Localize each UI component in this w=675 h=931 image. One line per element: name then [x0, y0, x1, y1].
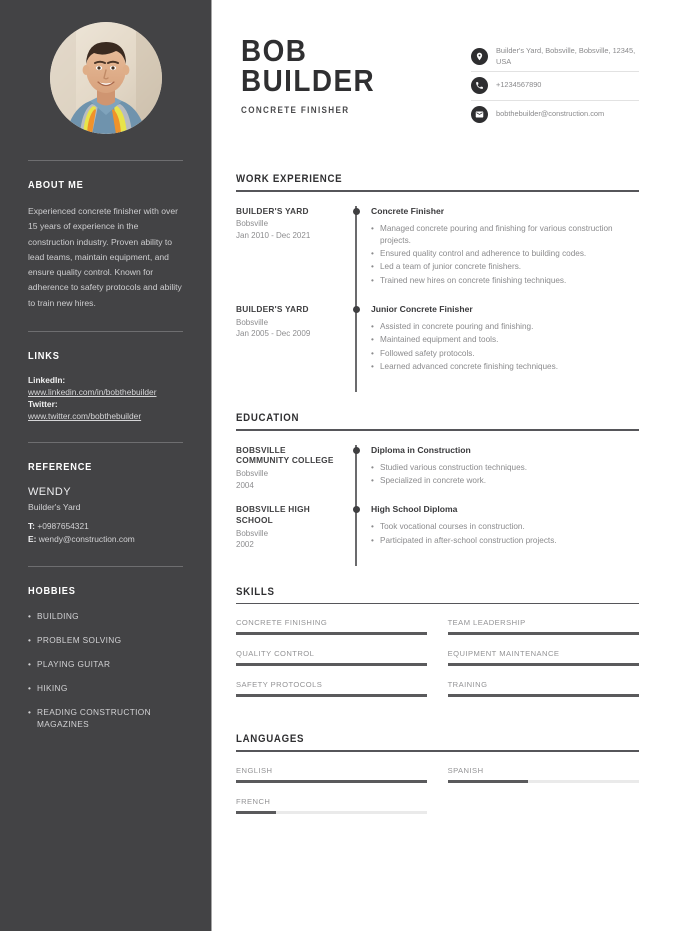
reference-phone-label: T: — [28, 521, 35, 532]
education-date: 2004 — [236, 480, 254, 490]
contact-email: bobthebuilder@construction.com — [496, 109, 605, 119]
divider — [28, 566, 183, 567]
timeline-line — [355, 445, 357, 507]
timeline-dot — [353, 208, 360, 215]
education-section — [236, 412, 639, 564]
work-role: Junior Concrete Finisher — [371, 304, 473, 315]
timeline-dot — [353, 506, 360, 513]
language-item — [236, 766, 427, 783]
work-entry-meta — [236, 206, 348, 304]
work-bullet: • Led a team of junior concrete finishers. — [371, 261, 639, 273]
education-org: BOBSVILLE COMMUNITY COLLEGE — [236, 444, 334, 466]
twitter-url[interactable]: www.twitter.com/bobthebuilder — [28, 410, 142, 421]
timeline-dot — [353, 447, 360, 454]
education-degree: High School Diploma — [371, 504, 458, 515]
timeline-dot — [353, 306, 360, 313]
skill-bar-track — [448, 694, 639, 697]
skill-item — [448, 649, 639, 666]
reference-email-label: E: — [28, 534, 37, 545]
hobby-item: • HIKING — [28, 682, 183, 694]
language-bar-track — [448, 780, 639, 783]
language-bar-fill — [236, 811, 276, 814]
hobby-item: • BUILDING — [28, 610, 183, 622]
work-role: Concrete Finisher — [371, 205, 445, 216]
about-me-section — [0, 179, 211, 311]
skill-label: CONCRETE FINISHING — [236, 618, 328, 628]
link-item — [28, 399, 183, 423]
hobby-item: • READING CONSTRUCTION MAGAZINES — [28, 706, 183, 730]
work-location: Bobsville — [236, 219, 269, 229]
twitter-label: Twitter: — [28, 398, 58, 409]
work-experience-section — [236, 173, 639, 390]
about-me-text: Experienced concrete finisher with over 15 years of experience in the construction industry. Proven ability to lead teams, maintain equipment, and ensure quality control. Known for adherence to safety protocols and ability to train new hires. — [28, 206, 182, 308]
contact-email-row — [471, 101, 639, 129]
contact-address: Builder's Yard, Bobsville, Bobsville, 12345, USA — [496, 46, 636, 66]
divider — [28, 442, 183, 443]
education-location: Bobsville — [236, 469, 269, 479]
skill-bar-track — [236, 663, 427, 666]
hobby-item: • PROBLEM SOLVING — [28, 634, 183, 646]
education-location: Bobsville — [236, 528, 269, 538]
first-name: BOB — [241, 33, 308, 68]
education-entry — [236, 504, 639, 564]
work-bullet: • Trained new hires on concrete finishing techniques. — [371, 275, 639, 287]
work-date: Jan 2010 - Dec 2021 — [236, 230, 311, 240]
language-label: ENGLISH — [236, 765, 273, 775]
section-rule — [236, 750, 639, 752]
education-bullet: • Specialized in concrete work. — [371, 475, 639, 487]
reference-email-row — [28, 533, 183, 546]
work-bullet: • Learned advanced concrete finishing techniques. — [371, 361, 639, 373]
work-entry — [236, 304, 639, 390]
links-heading: LINKS — [28, 350, 60, 363]
languages-grid — [236, 766, 639, 828]
skill-bar-fill — [236, 632, 427, 635]
link-item — [28, 375, 183, 399]
language-item — [448, 766, 639, 783]
divider — [28, 331, 183, 332]
avatar — [50, 22, 162, 134]
education-degree: Diploma in Construction — [371, 444, 471, 455]
education-bullet: • Studied various construction techniques. — [371, 462, 639, 474]
work-date: Jan 2005 - Dec 2009 — [236, 329, 311, 339]
reference-phone: +0987654321 — [37, 521, 89, 532]
reference-phone-row — [28, 520, 183, 533]
skill-item — [236, 649, 427, 666]
education-entry-meta — [236, 504, 348, 564]
skill-label: TRAINING — [447, 680, 488, 690]
skill-bar-track — [448, 632, 639, 635]
skill-bar-fill — [448, 632, 639, 635]
education-bullet: • Took vocational courses in construction. — [371, 521, 639, 533]
work-bullet: • Ensured quality control and adherence to building codes. — [371, 248, 639, 260]
work-location: Bobsville — [236, 317, 269, 327]
skills-grid — [236, 618, 639, 711]
skill-bar-track — [236, 694, 427, 697]
work-org: BUILDER'S YARD — [236, 304, 309, 315]
contact-phone: +1234567890 — [496, 80, 542, 90]
work-experience-heading: WORK EXPERIENCE — [236, 173, 343, 186]
name-block — [236, 33, 471, 115]
language-bar-fill — [448, 780, 528, 783]
language-bar-track — [236, 780, 427, 783]
languages-heading: LANGUAGES — [236, 733, 305, 746]
avatar-container — [0, 0, 211, 134]
work-bullet: • Assisted in concrete pouring and finishing. — [371, 321, 639, 333]
section-rule — [236, 429, 639, 431]
skill-item — [448, 680, 639, 697]
reference-heading: REFERENCE — [28, 461, 93, 474]
reference-company: Builder's Yard — [28, 502, 81, 513]
language-bar-fill — [236, 780, 427, 783]
phone-icon — [471, 77, 488, 94]
skill-bar-track — [448, 663, 639, 666]
skill-label: EQUIPMENT MAINTENANCE — [447, 649, 560, 659]
work-entry-body — [364, 206, 639, 304]
reference-email: wendy@construction.com — [38, 534, 135, 545]
language-bar-track — [236, 811, 427, 814]
contact-phone-row — [471, 72, 639, 101]
timeline-line — [355, 504, 357, 566]
skill-bar-fill — [236, 663, 427, 666]
education-entry-body — [364, 445, 639, 505]
hobbies-section — [0, 585, 211, 730]
skill-item — [236, 680, 427, 697]
linkedin-url[interactable]: www.linkedin.com/in/bobthebuilder — [28, 387, 157, 398]
skill-bar-fill — [448, 694, 639, 697]
education-bullet: • Participated in after-school construction projects. — [371, 535, 639, 547]
section-rule — [236, 190, 639, 192]
education-entry-body — [364, 504, 639, 564]
contact-address-row — [471, 43, 639, 72]
timeline-line — [355, 304, 357, 392]
skill-label: SAFETY PROTOCOLS — [236, 680, 323, 690]
contact-block — [471, 36, 639, 129]
education-org: BOBSVILLE HIGH SCHOOL — [236, 504, 311, 526]
work-bullet: • Managed concrete pouring and finishing for various construction projects. — [371, 223, 639, 248]
timeline-line — [355, 206, 357, 306]
skills-section — [236, 586, 639, 712]
skill-item — [236, 618, 427, 635]
skill-bar-fill — [236, 694, 427, 697]
work-org: BUILDER'S YARD — [236, 205, 309, 216]
skill-item — [448, 618, 639, 635]
education-entry-meta — [236, 445, 348, 505]
work-entry — [236, 206, 639, 304]
work-bullet: • Followed safety protocols. — [371, 348, 639, 360]
education-date: 2002 — [236, 540, 254, 550]
skill-label: TEAM LEADERSHIP — [447, 618, 526, 628]
portrait-photo-illustration — [50, 22, 162, 134]
timeline-marker — [348, 206, 364, 304]
hobbies-heading: HOBBIES — [28, 584, 76, 597]
work-bullet: • Maintained equipment and tools. — [371, 334, 639, 346]
main-content — [211, 0, 675, 931]
sidebar — [0, 0, 211, 931]
work-entry-meta — [236, 304, 348, 390]
divider — [28, 160, 183, 161]
skills-heading: SKILLS — [236, 585, 275, 598]
skill-label: QUALITY CONTROL — [236, 649, 315, 659]
envelope-icon — [471, 106, 488, 123]
location-pin-icon — [471, 48, 488, 65]
language-label: SPANISH — [447, 765, 484, 775]
work-entry-body — [364, 304, 639, 390]
education-entry — [236, 445, 639, 505]
language-item — [236, 797, 427, 814]
last-name: BUILDER — [241, 63, 376, 99]
timeline-marker — [348, 304, 364, 390]
languages-section — [236, 733, 639, 828]
section-rule — [236, 603, 639, 605]
links-section — [0, 350, 211, 422]
hobby-item: • PLAYING GUITAR — [28, 658, 183, 670]
skill-bar-fill — [448, 663, 639, 666]
job-title: CONCRETE FINISHER — [241, 104, 350, 115]
linkedin-label: LinkedIn: — [28, 375, 66, 386]
language-label: FRENCH — [236, 796, 271, 806]
timeline-marker — [348, 504, 364, 564]
about-me-heading: ABOUT ME — [28, 179, 84, 191]
reference-section — [0, 461, 211, 546]
resume-header — [236, 33, 639, 129]
reference-name: WENDY — [28, 486, 71, 499]
education-heading: EDUCATION — [236, 412, 300, 425]
timeline-marker — [348, 445, 364, 505]
skill-bar-track — [236, 632, 427, 635]
